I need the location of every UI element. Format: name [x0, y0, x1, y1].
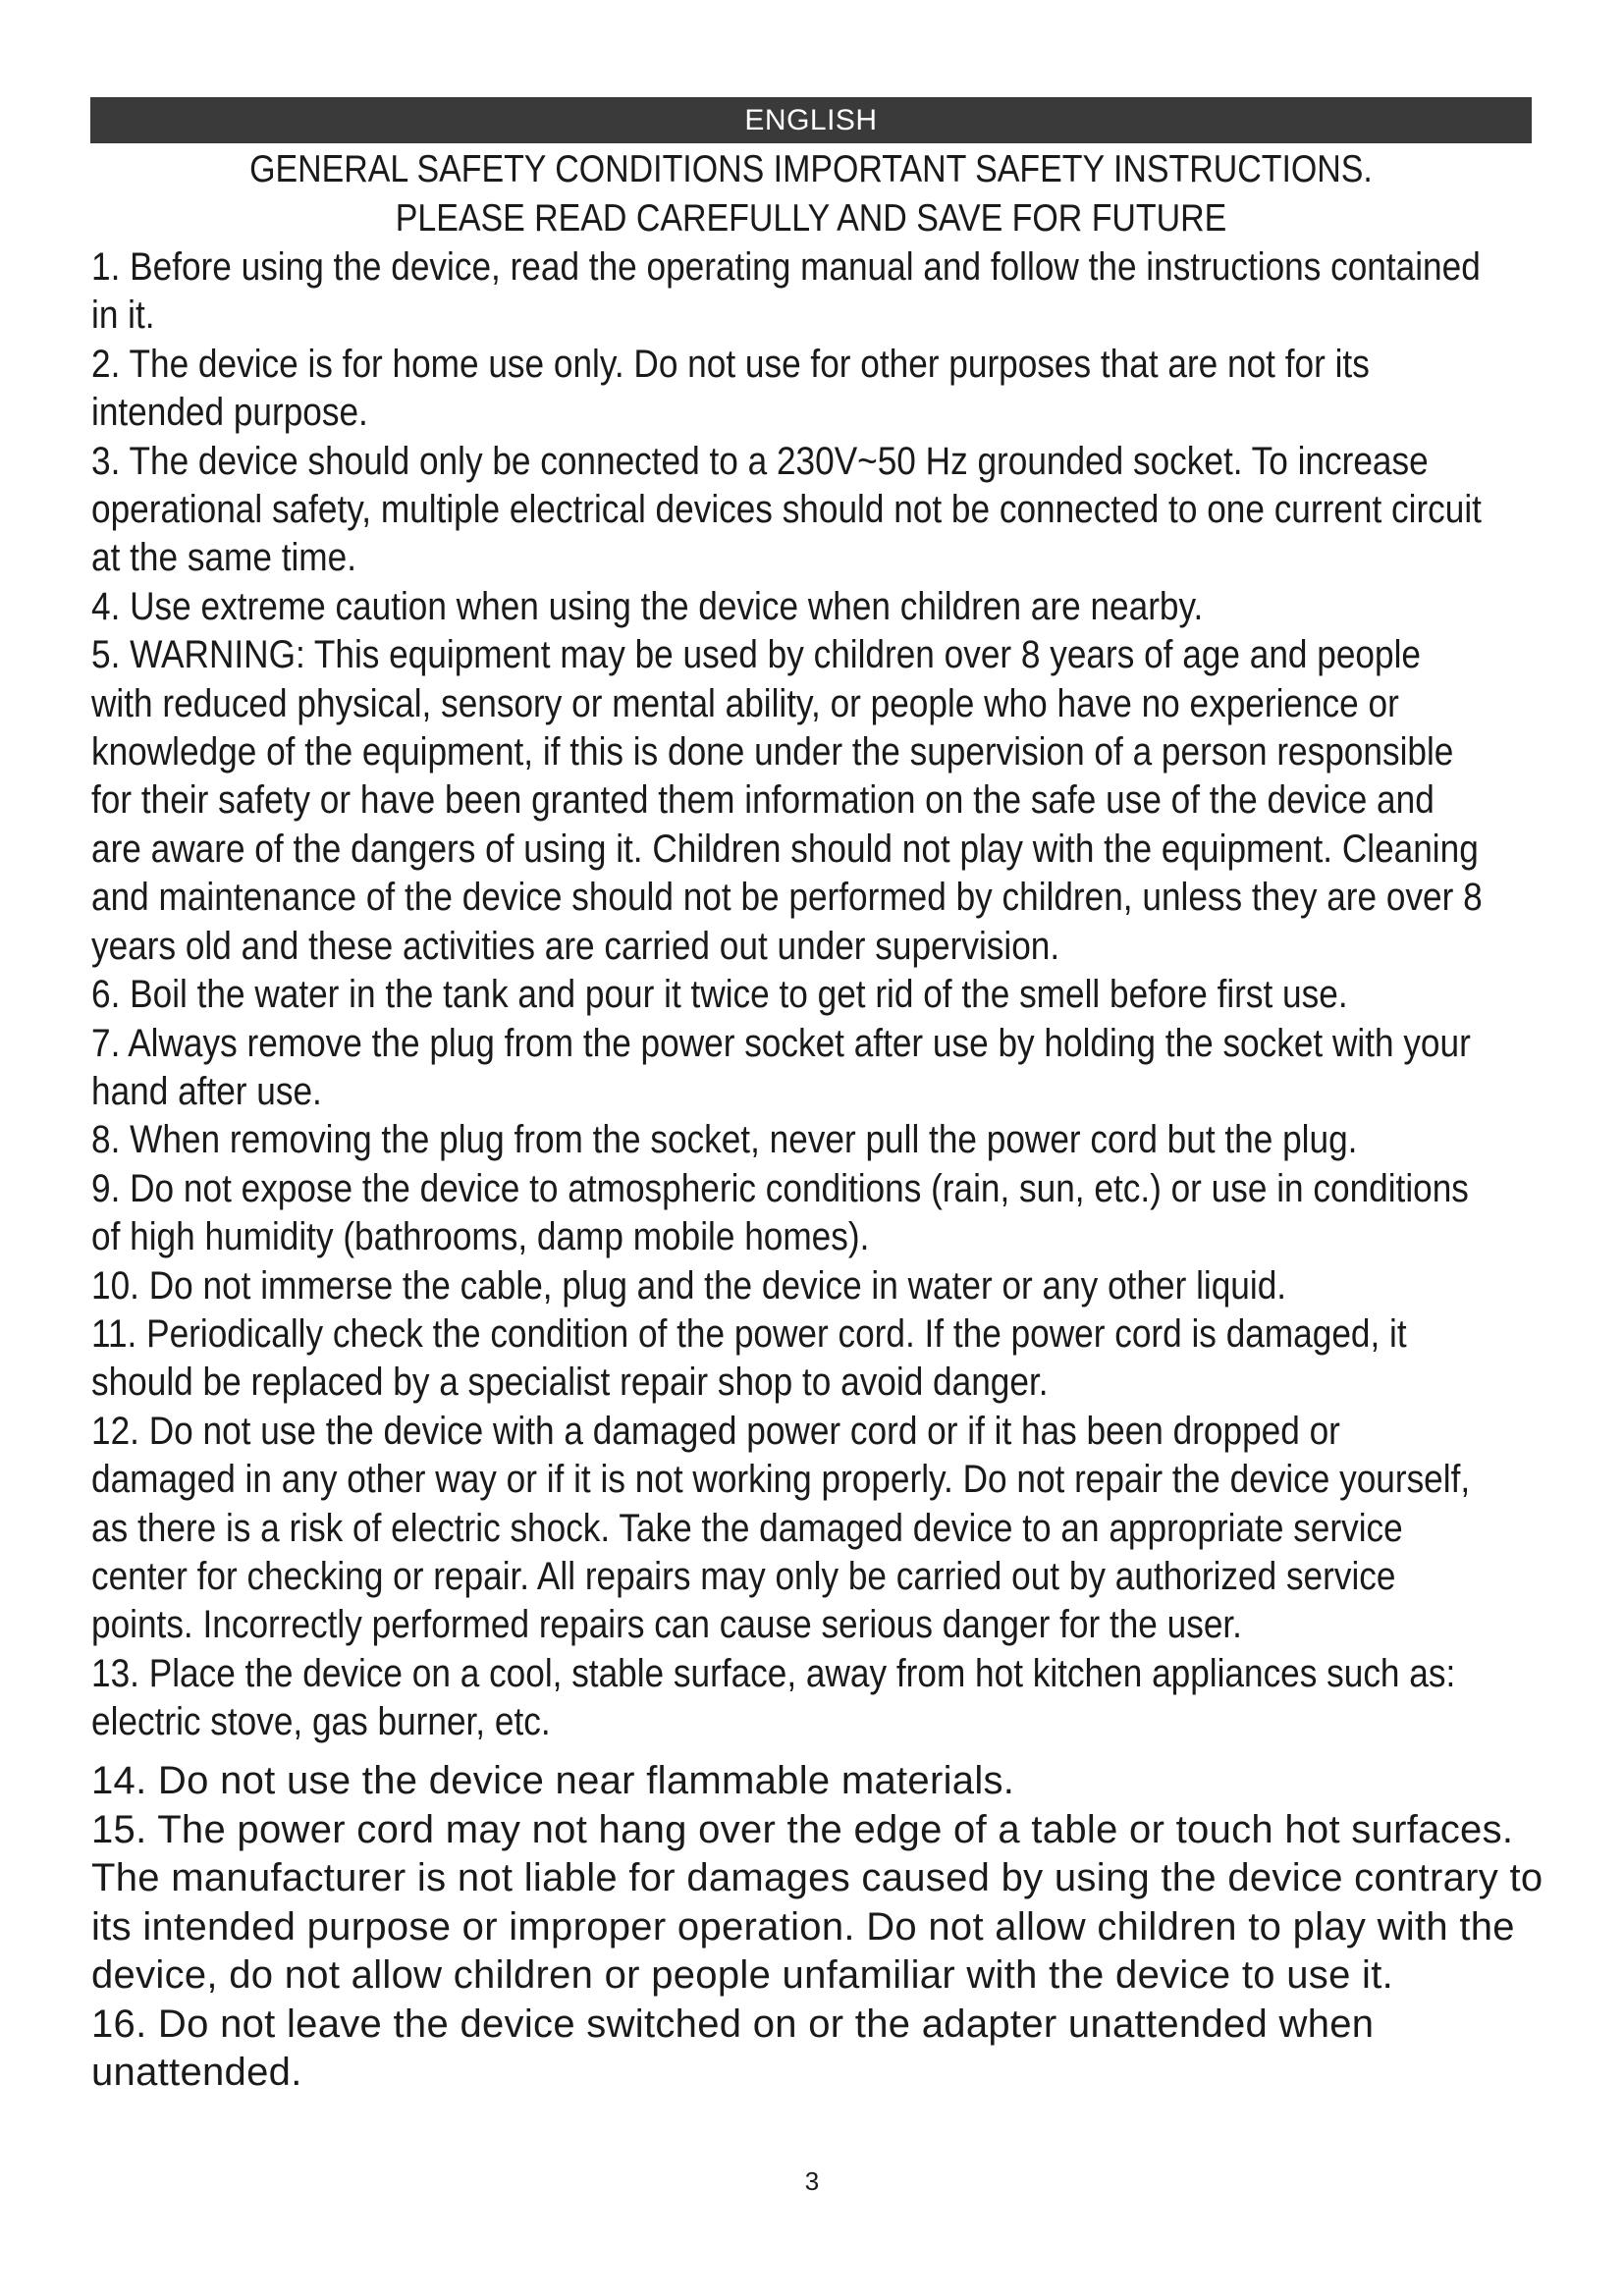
safety-item-4: 4. Use extreme caution when using the device when children are nearby. — [91, 584, 1204, 628]
safety-item-11: 11. Periodically check the condition of the power cord. If the power cord is damaged, it should be replaced by a specialist repair shop to avoid danger. — [91, 1311, 1407, 1405]
safety-item-5: 5. WARNING: This equipment may be used by children over 8 years of age and people with reduced physical, sensory or mental ability, or people who have no experience or knowledge of the equipment, if this is done under the supervision of a person responsible for their safety or have been granted them information on the safe use of the device and are aware of the dangers of using it. Children should not play with the equipment. Cleaning and maintenance of the device should not be performed by children, unless they are over 8 years old and these activities are carried out under supervision. — [91, 633, 1483, 968]
safety-item-16: 16. Do not leave the device switched on or the adapter unattended when unattended. — [91, 2002, 1375, 2094]
safety-item-10: 10. Do not immerse the cable, plug and the device in water or any other liquid. — [91, 1263, 1287, 1308]
safety-item-3: 3. The device should only be connected to a 230V~50 Hz grounded socket. To increase operational safety, multiple electrical devices should not be connected to one current circuit at the same time. — [91, 439, 1482, 580]
safety-item-13: 13. Place the device on a cool, stable surface, away from hot kitchen appliances such as: electric stove, gas burner, etc. — [91, 1651, 1456, 1744]
section-heading: GENERAL SAFETY CONDITIONS IMPORTANT SAFETY INSTRUCTIONS. PLEASE READ CAREFULLY AND SAVE FOR FUTURE — [249, 148, 1373, 240]
safety-list-wide — [91, 1757, 1544, 2098]
safety-item-12: 12. Do not use the device with a damaged power cord or if it has been dropped or damaged in any other way or if it is not working properly. Do not repair the device yourself, as there is a risk of electric shock. Take the damaged device to an appropriate service center for checking or repair. All repairs may only be carried out by authorized service points. Incorrectly performed repairs can cause serious danger for the user. — [91, 1409, 1471, 1647]
safety-item-14: 14. Do not use the device near flammable materials. — [91, 1759, 1015, 1802]
page-number: 3 — [804, 2166, 820, 2196]
safety-list-condensed — [91, 243, 1491, 1747]
safety-item-15: 15. The power cord may not hang over the edge of a table or touch hot surfaces. The manufacturer is not liable for damages caused by using the device contrary to its intended purpose or improper operation. Do not allow children to play with the device, do not allow children or people unfamiliar with the device to use it. — [91, 1807, 1543, 1997]
safety-item-2: 2. The device is for home use only. Do not use for other purposes that are not for its intended purpose. — [91, 342, 1370, 435]
safety-item-9: 9. Do not expose the device to atmospheric conditions (rain, sun, etc.) or use in conditions of high humidity (bathrooms, damp mobile homes). — [91, 1166, 1469, 1259]
safety-item-6: 6. Boil the water in the tank and pour it twice to get rid of the smell before first use. — [91, 973, 1348, 1017]
safety-item-7: 7. Always remove the plug from the power socket after use by holding the socket with your hand after use. — [91, 1021, 1471, 1113]
safety-item-1: 1. Before using the device, read the operating manual and follow the instructions contained in it. — [91, 245, 1481, 338]
language-banner: ENGLISH — [90, 97, 1532, 143]
safety-item-8: 8. When removing the plug from the socket, never pull the power cord but the plug. — [91, 1118, 1358, 1162]
